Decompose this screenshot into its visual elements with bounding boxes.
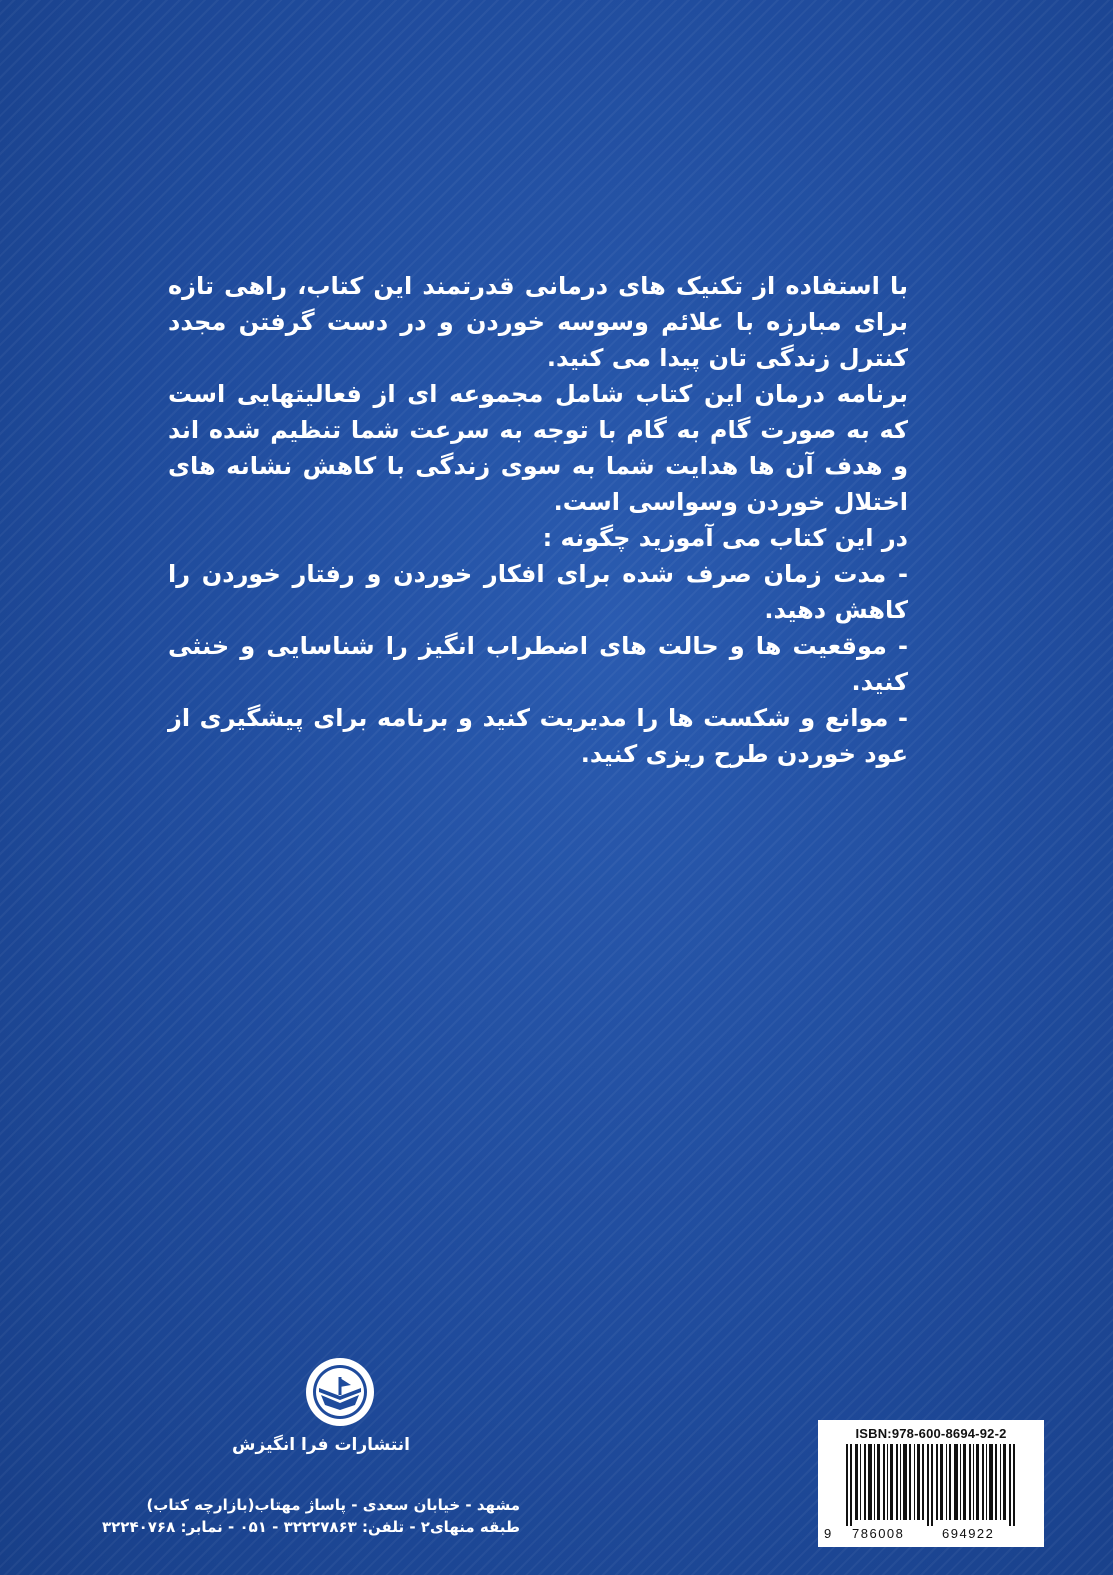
publisher-address xyxy=(102,1494,520,1538)
blurb-paragraph-2: برنامه درمان این کتاب شامل مجموعه ای از فعالیتهایی است که به صورت گام به گام با توجه به سرعت شما تنظیم شده اند و هدف آن ها هدایت شما به سوی زندگی با کاهش نشانه های اختلال خوردن وسواسی است. xyxy=(168,380,908,516)
blurb-bullet-3: - موانع و شکست ها را مدیریت کنید و برنامه برای پیشگیری از عود خوردن طرح ریزی کنید. xyxy=(168,704,908,768)
barcode-digit-lead: 9 xyxy=(824,1526,833,1541)
publisher-block xyxy=(232,1355,410,1455)
address-line-2: طبقه منهای۲ - تلفن: ۳۲۲۲۷۸۶۳ - ۰۵۱ - نمابر: ۳۲۲۴۰۷۶۸ xyxy=(102,1518,520,1536)
publisher-logo-icon xyxy=(303,1355,377,1429)
blurb-bullet-2: - موقعیت ها و حالت های اضطراب انگیز را شناسایی و خنثی کنید. xyxy=(168,632,908,696)
isbn-label: ISBN:978-600-8694-92-2 xyxy=(855,1426,1007,1441)
barcode-bars xyxy=(830,1444,1032,1526)
publisher-name: انتشارات فرا انگیزش xyxy=(232,1435,410,1455)
blurb-text xyxy=(168,268,908,772)
isbn-barcode xyxy=(818,1420,1044,1547)
barcode-digits-right: 694922 xyxy=(942,1526,995,1541)
blurb-paragraph-1: با استفاده از تکنیک های درمانی قدرتمند این کتاب، راهی تازه برای مبارزه با علائم وسوسه خوردن و در دست گرفتن مجدد کنترل زندگی تان پیدا می کنید. xyxy=(168,272,908,372)
barcode-digits-left: 786008 xyxy=(852,1526,905,1541)
blurb-bullet-1: - مدت زمان صرف شده برای افکار خوردن و رفتار خوردن را کاهش دهید. xyxy=(168,560,908,624)
address-line-1: مشهد - خیابان سعدی - پاساژ مهتاب(بازارچه کتاب) xyxy=(146,1496,520,1514)
blurb-intro: در این کتاب می آموزید چگونه : xyxy=(542,524,908,552)
